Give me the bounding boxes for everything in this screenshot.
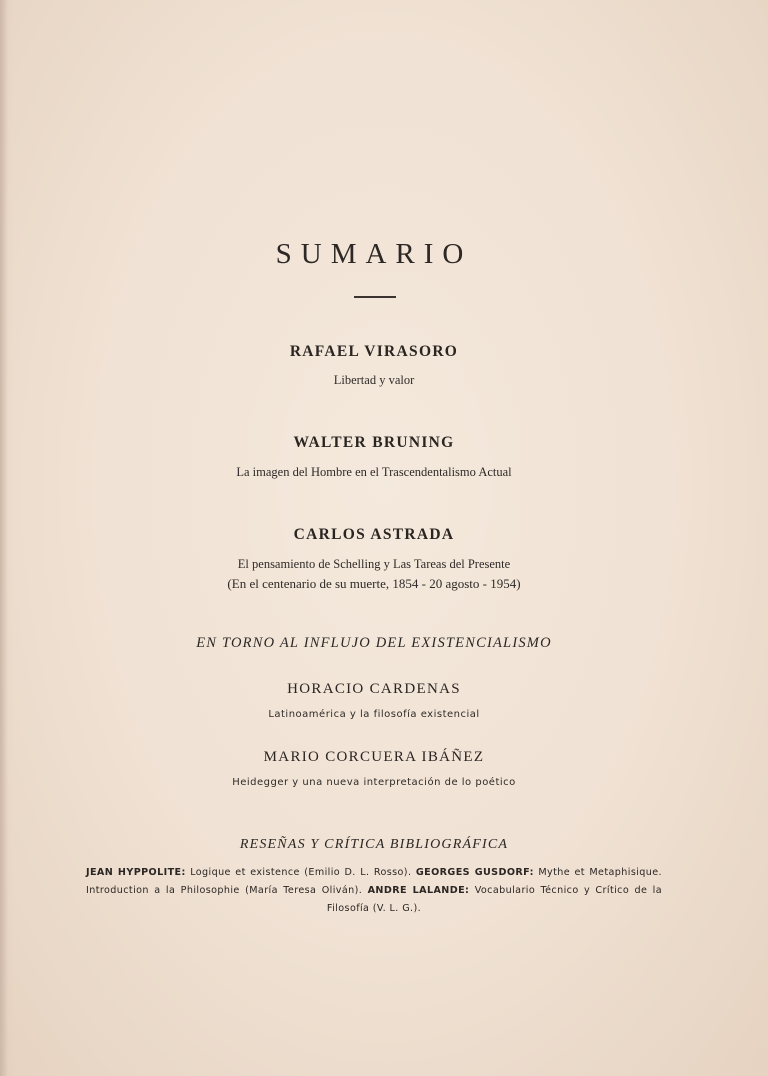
article-note: (En el centenario de su muerte, 1854 - 20 agosto - 1954) [227,576,521,591]
article-author: RAFAEL VIRASORO [289,343,459,360]
title-divider [354,296,396,298]
review-author: GEORGES GUSDORF: [415,867,534,878]
article-title: Heidegger y una nueva interpretación de lo poético [232,777,516,788]
review-text: Vocabulario Técnico y Crítico de la Filosofía (V. L. G.). [326,885,663,914]
review-text: Mythe et Metaphisique. Introduction a la Philosophie (María Teresa Oliván). [86,867,663,896]
reviews-heading: RESEÑAS Y CRÍTICA BIBLIOGRÁFICA [239,837,509,852]
article-title: La imagen del Hombre en el Trascendentalismo Actual [236,465,512,479]
article-title: El pensamiento de Schelling y Las Tareas del Presente [237,557,511,571]
page-title: SUMARIO [275,238,473,270]
article-title: Libertad y valor [333,373,415,387]
section-heading: EN TORNO AL INFLUJO DEL EXISTENCIALISMO [196,635,552,651]
reviews-list [86,864,662,918]
review-text: Logique et existence (Emilio D. L. Rosso). [190,867,412,878]
article-author: HORACIO CARDENAS [287,681,461,697]
article-author: WALTER BRUNING [293,434,455,451]
review-author: JEAN HYPPOLITE: [86,867,186,878]
article-title: Latinoamérica y la filosofía existencial [268,709,480,720]
article-author: MARIO CORCUERA IBÁÑEZ [263,749,485,765]
review-author: ANDRE LALANDE: [367,885,470,896]
article-author: CARLOS ASTRADA [293,526,455,543]
